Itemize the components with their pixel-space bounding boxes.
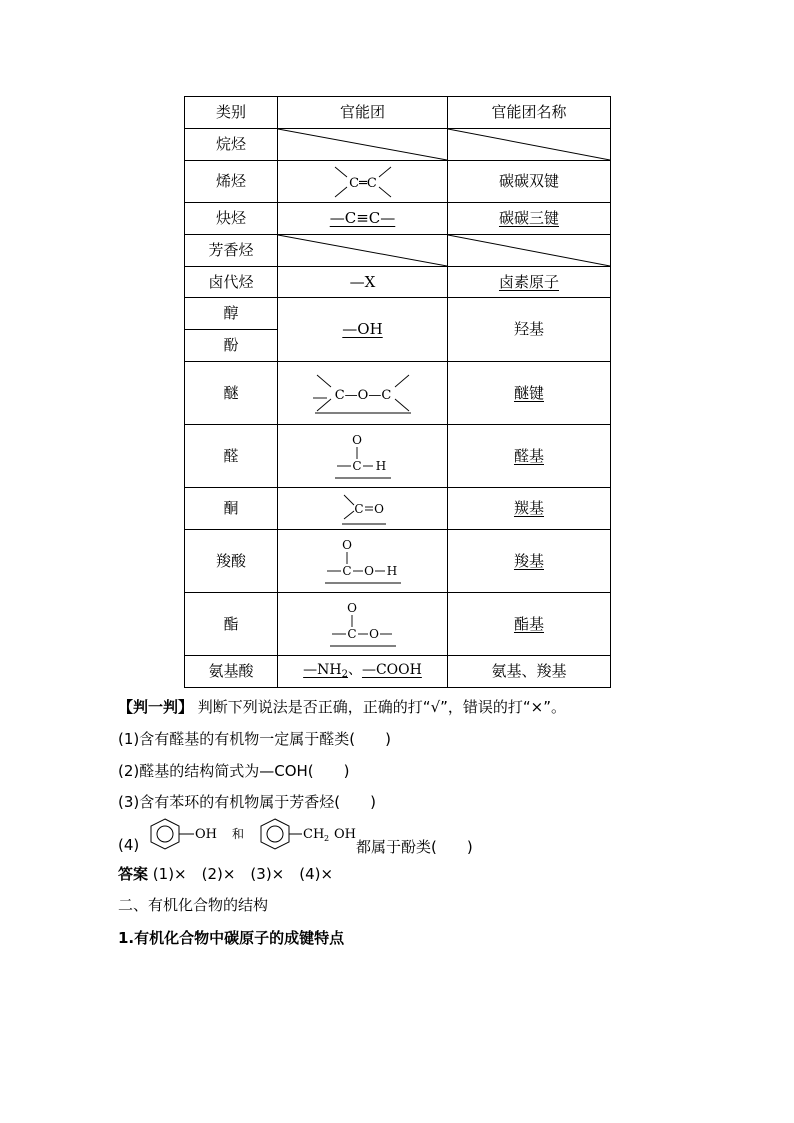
judge-label: 【判一判】 — [118, 698, 194, 716]
benzyl-subscript: 2 — [324, 834, 330, 843]
name-aldehyde: 醛基 — [448, 425, 611, 488]
ester-C: C — [346, 627, 357, 641]
benzyl-CH: CH — [303, 827, 325, 842]
amino-subscript: 2 — [341, 669, 348, 680]
judge-intro: 判断下列说法是否正确，正确的打“√”，错误的打“×”。 — [197, 698, 567, 716]
question-4 — [118, 817, 518, 857]
ester-structure — [330, 599, 396, 649]
name-alkyne: 碳碳三键 — [448, 203, 611, 235]
cat-aromatic: 芳香烃 — [185, 235, 278, 267]
cat-alkyne: 炔烃 — [185, 203, 278, 235]
ketone-C: C — [353, 501, 364, 516]
amino-group: —NH — [303, 662, 342, 678]
fg-halide: —X — [278, 267, 448, 298]
name-ketone: 羰基 — [448, 488, 611, 530]
alkene-structure — [328, 163, 398, 201]
fg-amino-acid — [278, 656, 448, 688]
aldehyde-structure — [335, 431, 391, 481]
name-amino-acid: 氨基、羧基 — [448, 656, 611, 688]
answer-label: 答案 — [118, 865, 149, 883]
cat-amino-acid: 氨基酸 — [185, 656, 278, 688]
header-group-name: 官能团名称 — [448, 97, 611, 129]
question-2: (2)醛基的结构简式为—COH( ) — [118, 762, 350, 780]
acid-C: C — [341, 564, 352, 578]
functional-group-table — [184, 96, 611, 688]
fg-alkyne: —C≡C— — [278, 203, 448, 235]
fg-acid — [278, 530, 448, 593]
separator: 、 — [347, 662, 362, 678]
name-ester: 酯基 — [448, 593, 611, 656]
fg-ketone — [278, 488, 448, 530]
acid-structure — [325, 536, 401, 586]
phenol-OH: OH — [195, 827, 217, 842]
aldehyde-O: O — [351, 433, 362, 447]
aldehyde-H: H — [375, 459, 386, 473]
question-4-number: (4) — [118, 836, 140, 854]
answer-line — [118, 863, 333, 884]
ketone-structure — [340, 491, 386, 527]
section-2-heading: 二、有机化合物的结构 — [118, 896, 269, 914]
name-acid: 羧基 — [448, 530, 611, 593]
subsection-1-heading: 1.有机化合物中碳原子的成键特点 — [118, 929, 345, 947]
ether-structure — [313, 369, 413, 417]
and-text: 和 — [232, 827, 245, 841]
name-halide: 卤素原子 — [448, 267, 611, 298]
benzyl-OH: OH — [334, 827, 356, 842]
cat-alcohol: 醇 — [185, 298, 278, 330]
alkene-formula: C═C — [348, 175, 377, 191]
empty-cell — [278, 235, 448, 267]
header-category: 类别 — [185, 97, 278, 129]
question-4-tail: 都属于酚类( ) — [356, 838, 473, 856]
cat-acid: 羧酸 — [185, 530, 278, 593]
cat-aldehyde: 醛 — [185, 425, 278, 488]
name-alkene: 碳碳双键 — [448, 161, 611, 203]
acid-O-top: O — [341, 538, 352, 552]
aldehyde-C: C — [351, 459, 362, 473]
cat-ether: 醚 — [185, 362, 278, 425]
carboxyl-group: —COOH — [361, 662, 422, 678]
ester-O: O — [368, 627, 379, 641]
ether-formula: C—O—C — [334, 388, 391, 403]
header-functional-group: 官能团 — [278, 97, 448, 129]
judge-intro-line — [118, 696, 566, 717]
question-3: (3)含有苯环的有机物属于芳香烃( ) — [118, 793, 376, 811]
ketone-O: O — [373, 501, 384, 516]
empty-cell — [278, 129, 448, 161]
cat-phenol: 酚 — [185, 330, 278, 362]
ester-O-top: O — [346, 601, 357, 615]
cat-alkane: 烷烃 — [185, 129, 278, 161]
empty-cell — [448, 129, 611, 161]
cat-ester: 酯 — [185, 593, 278, 656]
fg-ester — [278, 593, 448, 656]
name-hydroxyl: 羟基 — [448, 298, 611, 362]
cat-halide: 卤代烃 — [185, 267, 278, 298]
acid-H: H — [386, 564, 397, 578]
fg-alkene — [278, 161, 448, 203]
fg-hydroxyl: —OH — [278, 298, 448, 362]
question-1: (1)含有醛基的有机物一定属于醛类( ) — [118, 730, 391, 748]
empty-cell — [448, 235, 611, 267]
cat-ketone: 酮 — [185, 488, 278, 530]
name-ether: 醚键 — [448, 362, 611, 425]
cat-alkene: 烯烃 — [185, 161, 278, 203]
fg-ether — [278, 362, 448, 425]
fg-aldehyde — [278, 425, 448, 488]
acid-O: O — [363, 564, 374, 578]
answer-text: (1)× (2)× (3)× (4)× — [152, 865, 334, 883]
phenol-benzyl-alcohol-structures — [146, 817, 376, 853]
